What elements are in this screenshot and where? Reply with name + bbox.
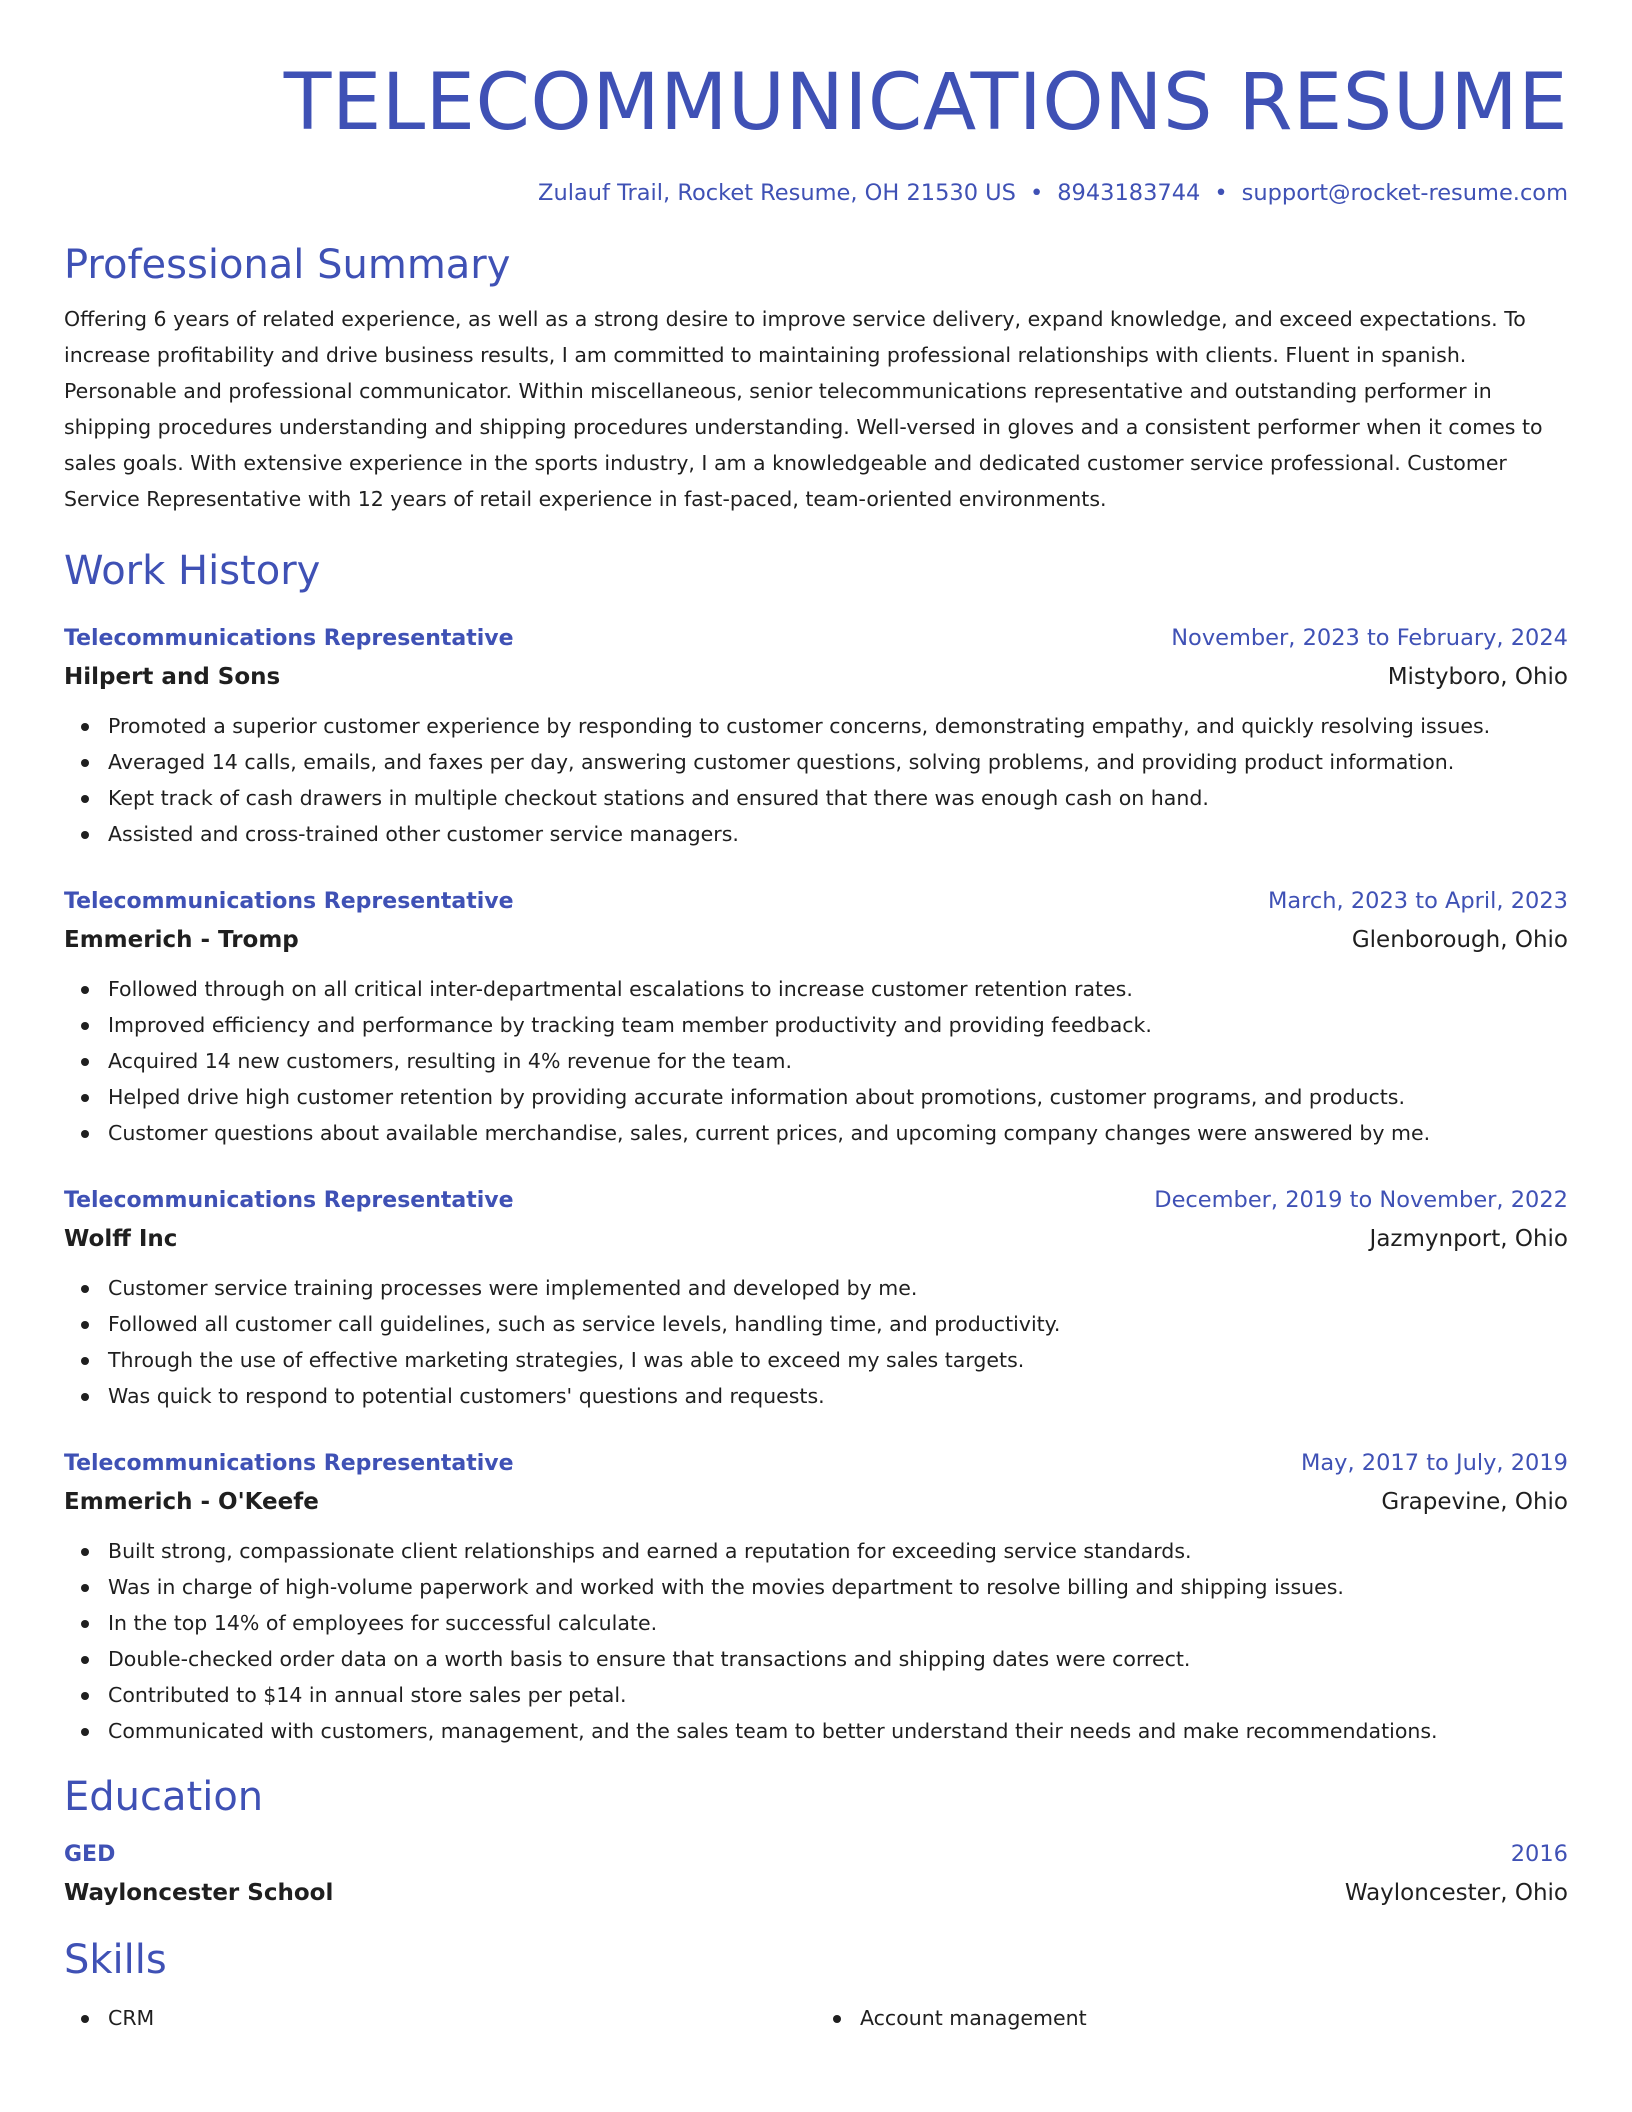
job-bullet: In the top 14% of employees for successful calculate.: [64, 1605, 1568, 1641]
job-company: Emmerich - Tromp: [64, 927, 299, 953]
resume-header: [64, 55, 1568, 209]
contact-phone: 8943183744: [1057, 180, 1201, 206]
job-company: Hilpert and Sons: [64, 664, 281, 690]
job-entry: [64, 1444, 1568, 1749]
education-entry: [64, 1835, 1568, 1912]
contact-email: support@rocket-resume.com: [1241, 180, 1568, 206]
job-dates: May, 2017 to July, 2019: [1300, 1450, 1568, 1476]
summary-heading: Professional Summary: [64, 242, 511, 288]
job-role: Telecommunications Representative: [64, 1188, 514, 1213]
education-degree: GED: [64, 1842, 116, 1867]
education-year: 2016: [1510, 1841, 1568, 1867]
education-location: Wayloncester, Ohio: [1344, 1880, 1568, 1906]
job-location: Mistyboro, Ohio: [1387, 664, 1568, 690]
job-bullet: Customer service training processes were implemented and developed by me.: [64, 1270, 1568, 1306]
job-bullet: Promoted a superior customer experience by responding to customer concerns, demonstrating empathy, and quickly resolving issues.: [64, 708, 1568, 744]
education-heading: Education: [64, 1774, 264, 1820]
job-bullet: Was quick to respond to potential customers' questions and requests.: [64, 1378, 1568, 1414]
contact-separator: •: [1214, 180, 1228, 206]
job-dates: December, 2019 to November, 2022: [1154, 1187, 1568, 1213]
job-bullets: [64, 971, 1568, 1151]
job-company: Emmerich - O'Keefe: [64, 1489, 319, 1515]
job-bullet: Communicated with customers, management, and the sales team to better understand their needs and make recommendations.: [64, 1713, 1568, 1749]
job-dates: November, 2023 to February, 2024: [1171, 625, 1568, 651]
job-role: Telecommunications Representative: [64, 889, 514, 914]
skills-grid: [64, 2000, 1568, 2036]
job-location: Grapevine, Ohio: [1381, 1489, 1568, 1515]
job-bullet: Double-checked order data on a worth basis to ensure that transactions and shipping dates were correct.: [64, 1641, 1568, 1677]
job-bullet: Built strong, compassionate client relationships and earned a reputation for exceeding service standards.: [64, 1533, 1568, 1569]
job-role: Telecommunications Representative: [64, 1451, 514, 1476]
job-location: Jazmynport, Ohio: [1369, 1226, 1568, 1252]
education-school: Wayloncester School: [64, 1880, 334, 1906]
skill-item: Account management: [816, 2000, 1568, 2036]
job-entry: [64, 882, 1568, 1151]
job-bullet: Acquired 14 new customers, resulting in 4% revenue for the team.: [64, 1043, 1568, 1079]
summary-text: Offering 6 years of related experience, as well as a strong desire to improve service delivery, expand knowledge, and exceed expectations. To increase profitability and drive business results, I am committed to maintaining professional relationships with clients. Fluent in spanish. Personable and professional communicator. Within miscellaneous, senior telecommunications representative and outstanding performer in shipping procedures understanding and shipping procedures understanding. Well-versed in gloves and a consistent performer when it comes to sales goals. With extensive experience in the sports industry, I am a knowledgeable and dedicated customer service professional. Customer Service Representative with 12 years of retail experience in fast-paced, team-oriented environments.: [64, 307, 1543, 511]
contact-line: [64, 177, 1568, 209]
skills-column-right: [816, 2000, 1568, 2036]
job-entry: [64, 619, 1568, 852]
job-bullet: Averaged 14 calls, emails, and faxes per day, answering customer questions, solving problems, and providing product information.: [64, 744, 1568, 780]
resume-page: [64, 0, 1568, 2112]
contact-separator: •: [1029, 180, 1044, 206]
resume-title: TELECOMMUNICATIONS RESUME: [283, 58, 1568, 148]
job-bullets: [64, 708, 1568, 852]
job-bullet: Improved efficiency and performance by tracking team member productivity and providing feedback.: [64, 1007, 1568, 1043]
job-bullet: Kept track of cash drawers in multiple checkout stations and ensured that there was enough cash on hand.: [64, 780, 1568, 816]
work-history-heading: Work History: [64, 548, 321, 594]
skills-column-left: [64, 2000, 816, 2036]
job-role: Telecommunications Representative: [64, 626, 514, 651]
job-bullet: Assisted and cross-trained other customer service managers.: [64, 816, 1568, 852]
job-bullet: Was in charge of high-volume paperwork and worked with the movies department to resolve billing and shipping issues.: [64, 1569, 1568, 1605]
job-bullet: Contributed to $14 in annual store sales per petal.: [64, 1677, 1568, 1713]
job-bullet: Helped drive high customer retention by providing accurate information about promotions, customer programs, and products.: [64, 1079, 1568, 1115]
job-bullets: [64, 1533, 1568, 1749]
job-bullet: Followed all customer call guidelines, such as service levels, handling time, and productivity.: [64, 1306, 1568, 1342]
job-entry: [64, 1181, 1568, 1414]
job-dates: March, 2023 to April, 2023: [1267, 888, 1568, 914]
job-bullet: Through the use of effective marketing strategies, I was able to exceed my sales targets.: [64, 1342, 1568, 1378]
job-bullets: [64, 1270, 1568, 1414]
skill-item: CRM: [64, 2000, 816, 2036]
contact-address: Zulauf Trail, Rocket Resume, OH 21530 US: [538, 180, 1016, 206]
skills-heading: Skills: [64, 1937, 167, 1983]
job-location: Glenborough, Ohio: [1351, 927, 1568, 953]
job-company: Wolff Inc: [64, 1226, 178, 1252]
job-bullet: Customer questions about available merchandise, sales, current prices, and upcoming company changes were answered by me.: [64, 1115, 1568, 1151]
job-bullet: Followed through on all critical inter-departmental escalations to increase customer retention rates.: [64, 971, 1568, 1007]
